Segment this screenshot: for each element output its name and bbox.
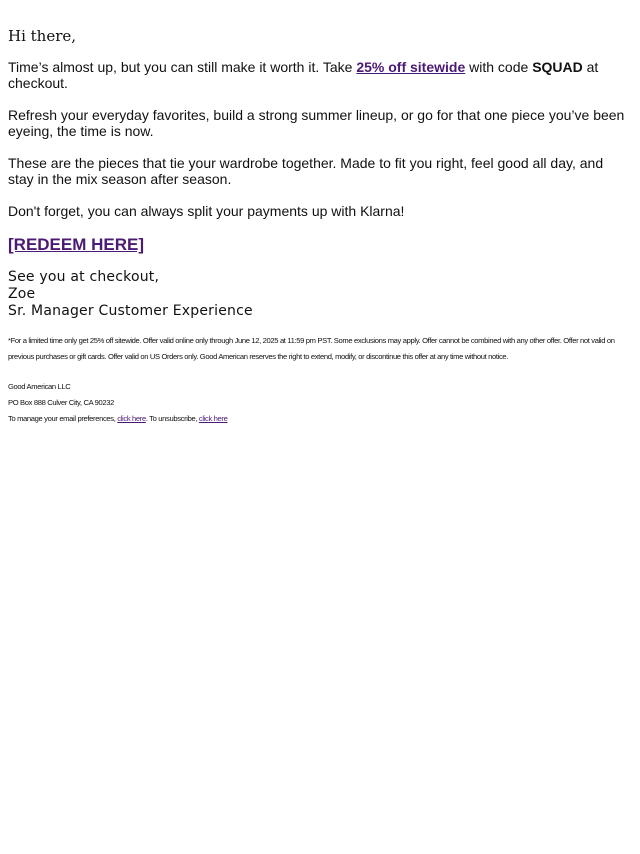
intro-tail: at checkout.	[8, 59, 599, 91]
intro-mid: with code	[465, 59, 533, 75]
unsub-lead: . To unsubscribe,	[145, 414, 199, 423]
paragraph-refresh: Refresh your everyday favorites, build a strong summer lineup, or go for that one piece you’ve been eyeing, the time is now.	[8, 107, 625, 139]
offer-link[interactable]: 25% off sitewide	[356, 59, 466, 75]
paragraph-klarna: Don't forget, you can always split your payments up with Klarna!	[8, 203, 405, 219]
email-preferences-link[interactable]: click here	[117, 414, 146, 423]
footer-links	[8, 411, 632, 427]
unsubscribe-link[interactable]: click here	[198, 414, 228, 423]
promo-code: SQUAD	[532, 59, 583, 75]
fine-print: *For a limited time only get 25% off sitewide. Offer valid online only through June 12, 2025 at 11:59 pm PST. Some exclusions may apply. Offer cannot be combined with any other offer. Offer not valid on previous purchases or gift cards. Offer valid on US Orders only. Good American reserves the right to extend, modify, or discontinue this offer at any time without notice.	[8, 336, 615, 361]
prefs-lead: To manage your email preferences,	[8, 414, 118, 423]
paragraph-wardrobe: These are the pieces that tie your wardrobe together. Made to fit you right, feel good all day, and stay in the mix season after season.	[8, 155, 604, 187]
footer-address: PO Box 888 Culver City, CA 90232	[8, 398, 114, 407]
footer-company: Good American LLC	[8, 382, 71, 391]
signoff-title: Sr. Manager Customer Experience	[8, 303, 253, 319]
redeem-button[interactable]: [REDEEM HERE]	[8, 235, 145, 254]
signoff	[8, 269, 632, 320]
intro-paragraph	[8, 59, 632, 91]
signoff-line: See you at checkout,	[8, 269, 160, 285]
intro-lead: Time’s almost up, but you can still make it worth it. Take	[8, 59, 357, 75]
greeting: Hi there,	[8, 27, 77, 45]
footer	[8, 379, 632, 427]
signoff-name: Zoe	[8, 286, 36, 302]
